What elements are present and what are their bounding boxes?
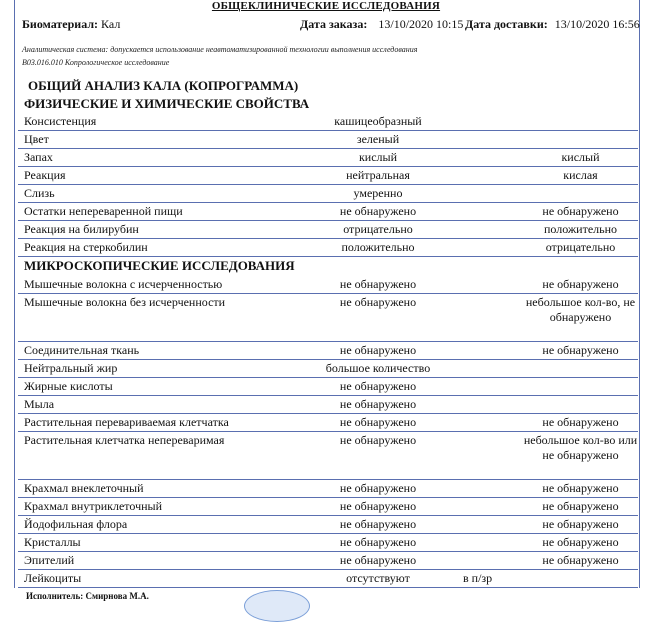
param-name: Нейтральный жир <box>24 361 118 375</box>
section-microscopic-title: МИКРОСКОПИЧЕСКИЕ ИССЛЕДОВАНИЯ <box>24 258 295 273</box>
param-value: умеренно <box>353 186 403 200</box>
table-row <box>18 276 638 294</box>
analytic-system-note: Аналитическая система: допускается использование неавтоматизированной технологии выполнения исследования <box>22 45 418 54</box>
param-reference: не обнаружено <box>542 499 619 513</box>
table-row <box>18 516 638 534</box>
param-value: большое количество <box>325 361 431 375</box>
param-value: отрицательно <box>343 222 413 236</box>
biomaterial-field <box>22 17 120 32</box>
service-code-note: В03.016.010 Копрологическое исследование <box>22 58 170 67</box>
param-value: не обнаружено <box>339 499 417 513</box>
param-name: Кристаллы <box>24 535 81 549</box>
table-row <box>18 570 638 588</box>
param-value: отсутствуют <box>346 571 410 585</box>
left-border-line <box>14 0 15 588</box>
param-name: Цвет <box>24 132 49 146</box>
param-reference: отрицательно <box>545 240 616 254</box>
param-reference: кислый <box>561 150 600 164</box>
param-name: Крахмал внеклеточный <box>24 481 144 495</box>
seal-stamp-icon <box>244 590 310 622</box>
param-value: не обнаружено <box>339 553 417 567</box>
table-row <box>18 167 638 185</box>
param-name: Йодофильная флора <box>24 517 128 531</box>
param-name: Реакция на билирубин <box>24 222 139 236</box>
param-name: Реакция на стеркобилин <box>24 240 148 254</box>
table-row <box>18 131 638 149</box>
right-border-line <box>639 0 640 588</box>
table-row <box>18 396 638 414</box>
delivery-date-value: 13/10/2020 16:56 <box>554 17 640 31</box>
table-row <box>18 378 638 396</box>
param-reference: не обнаружено <box>542 481 619 495</box>
param-value: кислый <box>358 150 398 164</box>
param-name: Растительная перевариваемая клетчатка <box>24 415 229 429</box>
delivery-date-label: Дата доставки: <box>465 17 548 31</box>
param-value: не обнаружено <box>339 204 417 218</box>
param-reference: не обнаружено <box>542 553 619 567</box>
table-row <box>18 149 638 167</box>
param-value: нейтральная <box>346 168 410 182</box>
table-row <box>18 534 638 552</box>
param-reference: не обнаружено <box>542 343 619 357</box>
param-reference: не обнаружено <box>542 277 619 291</box>
param-reference: кислая <box>563 168 598 182</box>
param-reference: небольшое кол-во или не обнаружено <box>523 433 638 462</box>
param-name: Мыла <box>24 397 55 411</box>
order-date-label: Дата заказа: <box>300 17 368 31</box>
section-physical-title: ФИЗИЧЕСКИЕ И ХИМИЧЕСКИЕ СВОЙСТВА <box>24 96 310 111</box>
param-name: Крахмал внутриклеточный <box>24 499 163 513</box>
param-name: Растительная клетчатка непереваримая <box>24 433 225 447</box>
param-name: Эпителий <box>24 553 75 567</box>
param-reference: не обнаружено <box>542 517 619 531</box>
param-value: не обнаружено <box>339 415 417 429</box>
param-name: Реакция <box>24 168 66 182</box>
param-reference: не обнаружено <box>542 535 619 549</box>
analysis-title: ОБЩИЙ АНАЛИЗ КАЛА (КОПРОГРАММА) <box>28 78 299 93</box>
table-row <box>18 480 638 498</box>
param-value: не обнаружено <box>339 277 417 291</box>
table-row <box>18 414 638 432</box>
param-name: Слизь <box>24 186 55 200</box>
order-date-value: 13/10/2020 10:15 <box>378 17 464 31</box>
table-row <box>18 552 638 570</box>
param-name: Соединительная ткань <box>24 343 140 357</box>
table-row <box>18 221 638 239</box>
param-reference: небольшое кол-во, не обнаружено <box>525 295 636 324</box>
param-value: не обнаружено <box>339 295 417 309</box>
param-name: Запах <box>24 150 53 164</box>
param-value: кашицеобразный <box>334 114 422 128</box>
table-row <box>18 113 638 131</box>
param-value: не обнаружено <box>339 517 417 531</box>
table-row <box>18 342 638 360</box>
param-value: положительно <box>341 240 415 254</box>
param-value: не обнаружено <box>339 535 417 549</box>
biomaterial-value: Кал <box>101 17 121 31</box>
performer-line: Исполнитель: Смирнова М.А. <box>26 591 149 601</box>
param-value: не обнаружено <box>339 379 417 393</box>
param-reference: не обнаружено <box>542 415 619 429</box>
param-name: Мышечные волокна с исчерченностью <box>24 277 223 291</box>
order-date-field <box>300 17 463 32</box>
delivery-date-field <box>465 17 640 32</box>
param-value: не обнаружено <box>339 343 417 357</box>
param-name: Мышечные волокна без исчерченности <box>24 295 226 309</box>
param-value: не обнаружено <box>339 481 417 495</box>
table-row <box>18 432 638 480</box>
table-row <box>18 239 638 257</box>
table-row <box>18 203 638 221</box>
param-value: зеленый <box>356 132 400 146</box>
document-title: ОБЩЕКЛИНИЧЕСКИЕ ИССЛЕДОВАНИЯ <box>211 0 441 12</box>
table-row <box>18 498 638 516</box>
table-row <box>18 294 638 342</box>
table-row <box>18 360 638 378</box>
param-value: не обнаружено <box>339 397 417 411</box>
param-name: Консистенция <box>24 114 97 128</box>
biomaterial-label: Биоматериал: <box>22 17 99 31</box>
param-reference: положительно <box>543 222 618 236</box>
param-name: Лейкоциты <box>24 571 82 585</box>
param-unit: в п/зр <box>463 571 493 585</box>
param-value: не обнаружено <box>339 433 417 447</box>
param-name: Жирные кислоты <box>24 379 113 393</box>
param-name: Остатки непереваренной пищи <box>24 204 183 218</box>
param-reference: не обнаружено <box>542 204 619 218</box>
table-row <box>18 185 638 203</box>
